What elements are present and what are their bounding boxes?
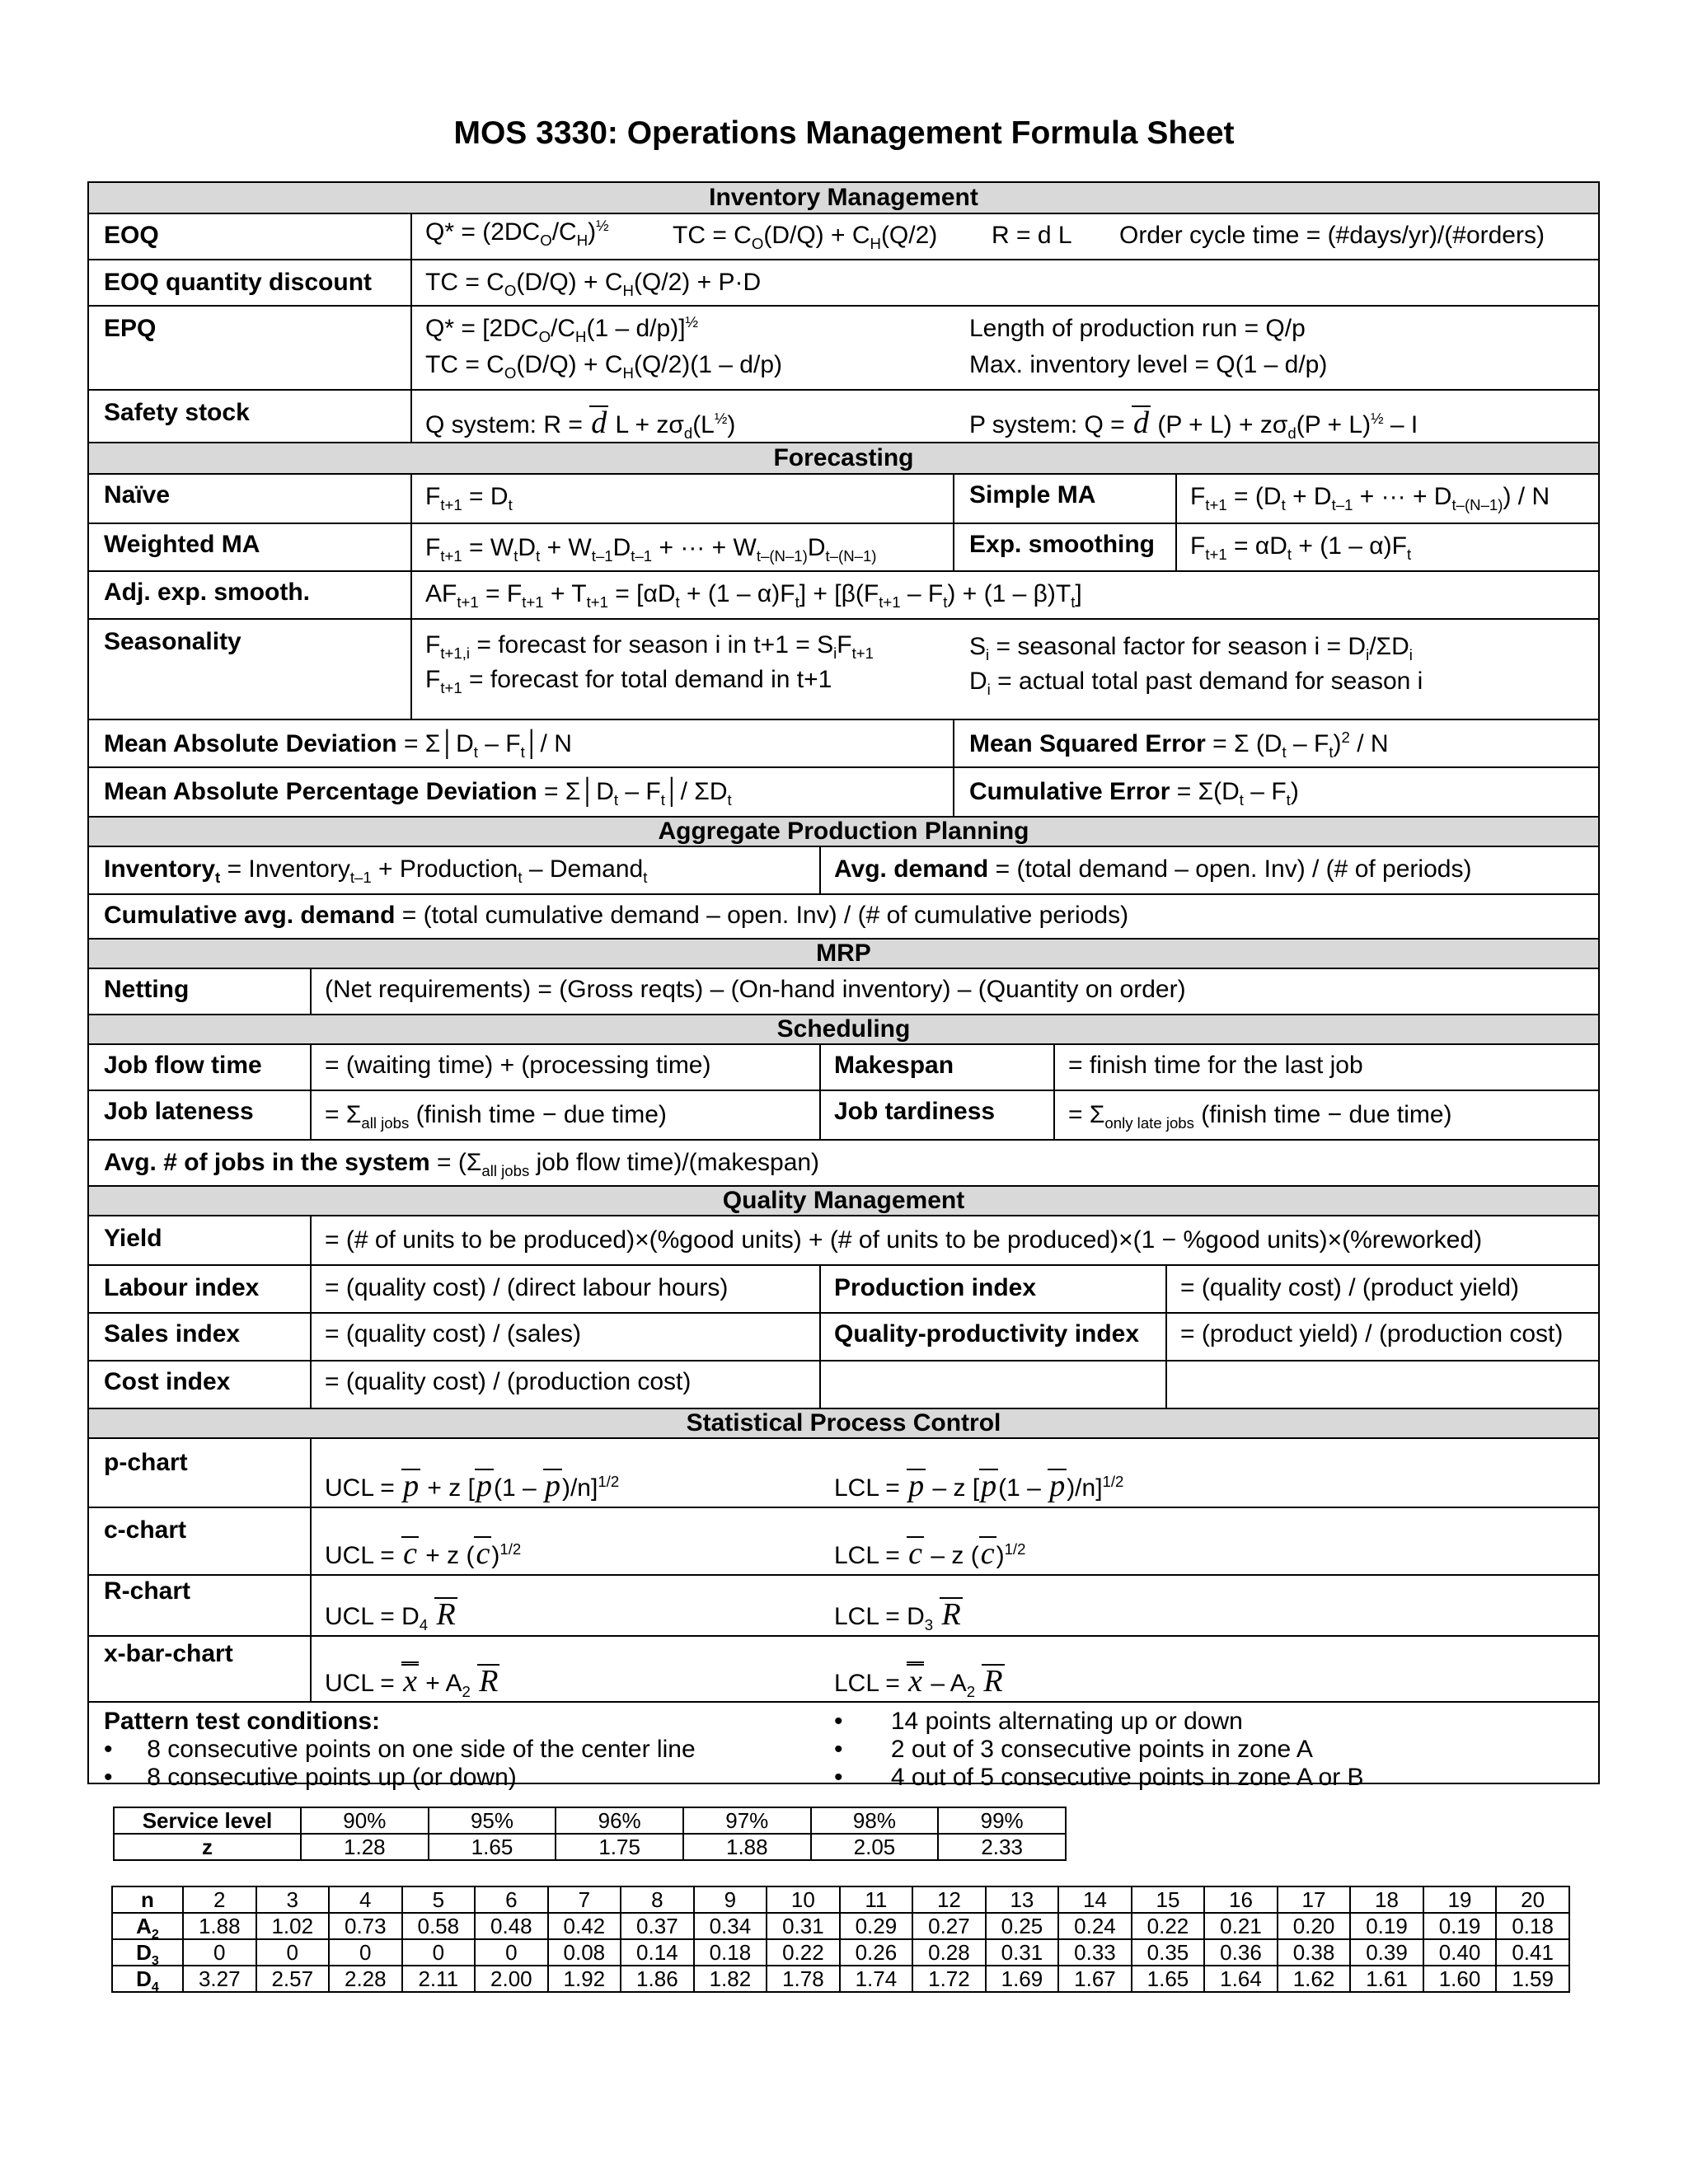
- table-cell: 0.35: [1132, 1939, 1205, 1966]
- formula-production: = (quality cost) / (product yield): [1180, 1274, 1519, 1301]
- table-cell: 12: [912, 1886, 986, 1913]
- table-cell: 1.88: [183, 1913, 256, 1939]
- label-pattern: Pattern test conditions:: [104, 1708, 381, 1735]
- table-cell: 0.48: [475, 1913, 548, 1939]
- formula-season-1: $F_{t+1,i}$ = forecast for season i in $t+1 = S_iF_{t+1}$: [425, 631, 874, 662]
- label-safety-stock: Safety stock: [104, 399, 250, 426]
- table-cell: 0.31: [986, 1939, 1059, 1966]
- table-cell: 0.19: [1350, 1913, 1423, 1939]
- table-cell: 3: [256, 1886, 330, 1913]
- table-cell: 1.92: [548, 1966, 621, 1992]
- label-mapd: Mean Absolute Percentage Deviation: [104, 778, 537, 805]
- table-cell: 0: [329, 1939, 402, 1966]
- divider: [310, 1043, 312, 1141]
- section-spc: Statistical Process Control: [89, 1408, 1598, 1439]
- formula-eoq-tc: TC = $C_O(D/Q) + C_H(Q/2)$: [673, 222, 938, 252]
- table-cell: 0.27: [912, 1913, 986, 1939]
- table-cell: 1.64: [1204, 1966, 1278, 1992]
- table-cell: 0.37: [621, 1913, 694, 1939]
- label-cost: Cost index: [104, 1368, 231, 1395]
- table-cell: 17: [1278, 1886, 1351, 1913]
- divider: [1175, 473, 1177, 570]
- row-line: [89, 305, 1598, 307]
- formula-mad: Mean Absolute Deviation = $\Sigma│D_t$ – $F_t│/$ N: [104, 730, 572, 761]
- table-cell: 0.24: [1058, 1913, 1132, 1939]
- formula-c-ucl: UCL = c + z $(c)^{1/2}$: [325, 1536, 522, 1571]
- season-d-text: actual total past demand for season i: [1019, 668, 1423, 695]
- formula-labour: = (quality cost) / (direct labour hours): [325, 1274, 729, 1301]
- label-c-chart: c-chart: [104, 1516, 187, 1544]
- table-cell: 98%: [811, 1807, 939, 1834]
- section-mrp: MRP: [89, 938, 1598, 969]
- formula-qp: = (product yield) / (production cost): [1180, 1320, 1564, 1347]
- formula-eoq-r: R = d L: [992, 222, 1072, 249]
- label-mse: Mean Squared Error: [969, 730, 1206, 757]
- formula-c-lcl: LCL = c – z $(c)^{1/2}$: [834, 1536, 1026, 1571]
- label-qp: Quality-productivity index: [834, 1320, 1140, 1347]
- table-cell: 0.22: [1132, 1913, 1205, 1939]
- table-cell: 14: [1058, 1886, 1132, 1913]
- formula-season-2: $F_{t+1}$ = forecast for total demand in t+1: [425, 666, 832, 696]
- label-xbar-chart: x-bar-chart: [104, 1640, 233, 1667]
- table-cell: 20: [1496, 1886, 1569, 1913]
- formula-weighted-ma: $F_{t+1} = W_tD_t + W_{t-1}D_{t-1}$ + ··· + $W_{t-(N-1)}D_{t-(N-1)}$: [425, 534, 877, 565]
- table-cell: 1.59: [1496, 1966, 1569, 1992]
- label-job-flow: Job flow time: [104, 1052, 262, 1079]
- table-cell: 18: [1350, 1886, 1423, 1913]
- divider: [1053, 1043, 1055, 1141]
- row-line: [89, 570, 1598, 572]
- row-label: Service level: [114, 1807, 301, 1834]
- table-cell: 0.40: [1423, 1939, 1497, 1966]
- formula-sheet: [87, 181, 1600, 1791]
- label-sales: Sales index: [104, 1320, 241, 1347]
- row-line: [89, 1090, 1598, 1091]
- table-cell: 1.78: [767, 1966, 840, 1992]
- label-job-tardiness: Job tardiness: [834, 1098, 996, 1125]
- section-forecasting: Forecasting: [89, 442, 1598, 475]
- row-label: $D_4$: [112, 1966, 183, 1992]
- divider: [310, 968, 312, 1015]
- table-cell: 96%: [556, 1807, 683, 1834]
- row-label: $A_2$: [112, 1913, 183, 1939]
- row-line: [89, 1507, 1598, 1508]
- table-cell: 1.74: [840, 1966, 913, 1992]
- row-line: [89, 259, 1598, 260]
- table-cell: 0.31: [767, 1913, 840, 1939]
- formula-epq-max: Max. inventory level = Q(1 – d/p): [969, 351, 1328, 378]
- pattern-right-1: • 2 out of 3 consecutive points in zone A: [834, 1736, 1313, 1763]
- formula-epq-tc: TC = $C_O(D/Q) + C_H(Q/2)(1 - d/p)$: [425, 351, 782, 382]
- label-weighted-ma: Weighted MA: [104, 531, 260, 558]
- formula-p-ucl: UCL = p + z [p(1 – p)/n]$^{1/2}$: [325, 1469, 620, 1503]
- table-cell: 1.69: [986, 1966, 1059, 1992]
- table-cell: 2.28: [329, 1966, 402, 1992]
- table-cell: 0.29: [840, 1913, 913, 1939]
- label-mad: Mean Absolute Deviation: [104, 730, 397, 757]
- formula-sales: = (quality cost) / (sales): [325, 1320, 581, 1347]
- table-cell: 0.34: [694, 1913, 767, 1939]
- row-line: [89, 1635, 1598, 1637]
- table-cell: 4: [329, 1886, 402, 1913]
- table-cell: 1.02: [256, 1913, 330, 1939]
- table-cell: 2.33: [938, 1834, 1066, 1860]
- table-cell: 5: [402, 1886, 476, 1913]
- divider: [410, 618, 412, 719]
- row-line: [89, 766, 1598, 768]
- formula-epq-run: Length of production run = Q/p: [969, 315, 1306, 342]
- formula-r-ucl: UCL = $D_4$ R: [325, 1597, 456, 1633]
- row-line: [89, 1360, 1598, 1361]
- label-makespan: Makespan: [834, 1052, 954, 1079]
- table-cell: 1.75: [556, 1834, 683, 1860]
- table-cell: 0.14: [621, 1939, 694, 1966]
- pattern-left-1: • 8 consecutive points up (or down): [104, 1764, 517, 1791]
- formula-avg-demand: [834, 855, 1471, 883]
- table-cell: 97%: [683, 1807, 811, 1834]
- label-simple-ma: Simple MA: [969, 481, 1096, 509]
- section-app: Aggregate Production Planning: [89, 816, 1598, 847]
- table-cell: 8: [621, 1886, 694, 1913]
- label-eoq-discount: EOQ quantity discount: [104, 269, 373, 296]
- table-row: [114, 1834, 1066, 1860]
- formula-cum-avg: [104, 902, 1128, 930]
- table-cell: 95%: [429, 1807, 556, 1834]
- constants-table: [111, 1886, 1570, 1993]
- table-cell: 7: [548, 1886, 621, 1913]
- table-cell: 16: [1204, 1886, 1278, 1913]
- table-cell: 0: [183, 1939, 256, 1966]
- formula-season-4: $D_i$ = actual total past demand for season i: [969, 668, 1423, 698]
- label-job-lateness: Job lateness: [104, 1098, 254, 1125]
- table-cell: 1.72: [912, 1966, 986, 1992]
- table-cell: 0.26: [840, 1939, 913, 1966]
- label-avg-demand: Avg. demand: [834, 855, 989, 883]
- formula-q-system: Q system: R = d $L + z\sigma_d(L^{\frac{1}{2}})$: [425, 405, 736, 442]
- label-yield: Yield: [104, 1225, 162, 1252]
- table-cell: 0: [402, 1939, 476, 1966]
- formula-p-system: P system: Q = d $(P + L) + z\sigma_d(P + L)^{\frac{1}{2}} - I$: [969, 405, 1418, 442]
- row-line: [89, 1574, 1598, 1576]
- formula-adj-exp: $AF_{t+1} = F_{t+1} + T_{t+1} = [\alpha D_t + (1 - \alpha)F_t] + [\beta(F_{t+1} - F_t) + (1 - \beta)T_t]$: [425, 580, 1082, 611]
- section-inventory: Inventory Management: [89, 183, 1598, 214]
- formula-naive: $F_{t+1} = D_t$: [425, 483, 513, 513]
- table-cell: 1.67: [1058, 1966, 1132, 1992]
- pattern-right-0: • 14 points alternating up or down: [834, 1708, 1243, 1735]
- table-cell: 1.62: [1278, 1966, 1351, 1992]
- row-line: [89, 1264, 1598, 1266]
- formula-makespan: = finish time for the last job: [1068, 1052, 1363, 1079]
- row-line: [89, 893, 1598, 895]
- row-line: [89, 719, 1598, 720]
- divider: [410, 213, 412, 623]
- label-naive: Naïve: [104, 481, 171, 509]
- formula-p-lcl: LCL = p – z [p(1 – p)/n]$^{1/2}$: [834, 1469, 1124, 1503]
- table-cell: 1.61: [1350, 1966, 1423, 1992]
- table-cell: 0.58: [402, 1913, 476, 1939]
- formula-exp-smoothing: $F_{t+1} = \alpha D_t + (1 - \alpha)F_t$: [1190, 532, 1412, 563]
- divider: [819, 1264, 821, 1409]
- formula-eoq-q: $Q* = (2DC_O/C_H)^{\frac{1}{2}}$: [425, 217, 609, 249]
- table-cell: 0.28: [912, 1939, 986, 1966]
- pattern-left-0: • 8 consecutive points on one side of the center line: [104, 1736, 696, 1763]
- formula-inventory: Inventory$_t$ = Inventory$_{t-1}$ + Production$_t$ – Demand$_t$: [104, 855, 648, 886]
- pattern-right-2: • 4 out of 5 consecutive points in zone A or B: [834, 1764, 1364, 1791]
- label-seasonality: Seasonality: [104, 628, 241, 655]
- table-cell: 2: [183, 1886, 256, 1913]
- table-cell: 1.65: [429, 1834, 556, 1860]
- row-line: [89, 1139, 1598, 1141]
- table-cell: 0.20: [1278, 1913, 1351, 1939]
- formula-epq-q: $Q* = [2DC_O/C_H(1 - d/p)]^{\frac{1}{2}}$: [425, 313, 699, 345]
- table-cell: 0.39: [1350, 1939, 1423, 1966]
- table-cell: 99%: [938, 1807, 1066, 1834]
- divider: [819, 846, 821, 893]
- table-cell: 0.36: [1204, 1939, 1278, 1966]
- label-epq: EPQ: [104, 315, 157, 342]
- label-production: Production index: [834, 1274, 1037, 1301]
- page-title: MOS 3330: Operations Management Formula Sheet: [453, 115, 1235, 151]
- table-cell: 6: [475, 1886, 548, 1913]
- row-label: $D_3$: [112, 1939, 183, 1966]
- label-avg-jobs: Avg. # of jobs in the system: [104, 1149, 430, 1176]
- formula-job-lateness: = $\Sigma_{all jobs}$ (finish time − due time): [325, 1101, 667, 1132]
- table-cell: 1.88: [683, 1834, 811, 1860]
- label-eoq: EOQ: [104, 222, 159, 249]
- text-cum-avg: = (total cumulative demand – open. Inv) / (# of cumulative periods): [401, 902, 1129, 929]
- label-netting: Netting: [104, 976, 190, 1003]
- label-p-chart: p-chart: [104, 1449, 188, 1476]
- table-cell: 9: [694, 1886, 767, 1913]
- section-scheduling: Scheduling: [89, 1014, 1598, 1045]
- table-cell: 19: [1423, 1886, 1497, 1913]
- table-cell: 1.28: [301, 1834, 429, 1860]
- row-label: z: [114, 1834, 301, 1860]
- label-exp-smoothing: Exp. smoothing: [969, 531, 1155, 558]
- table-row: [112, 1939, 1569, 1966]
- row-line: [89, 389, 1598, 391]
- row-line: [89, 1312, 1598, 1314]
- formula-netting: (Net requirements) = (Gross reqts) – (On-hand inventory) – (Quantity on order): [325, 976, 1186, 1003]
- formula-job-tardiness: = $\Sigma_{only late jobs}$ (finish time − due time): [1068, 1101, 1452, 1132]
- table-cell: 0: [475, 1939, 548, 1966]
- row-line: [89, 1701, 1598, 1703]
- table-cell: 0.33: [1058, 1939, 1132, 1966]
- table-cell: 0.42: [548, 1913, 621, 1939]
- formula-eoq-cycle: Order cycle time = (#days/yr)/(#orders): [1119, 222, 1545, 249]
- table-cell: 0.41: [1496, 1939, 1569, 1966]
- table-cell: 15: [1132, 1886, 1205, 1913]
- table-row: [112, 1966, 1569, 1992]
- divider: [1165, 1264, 1167, 1409]
- section-quality: Quality Management: [89, 1185, 1598, 1216]
- formula-job-flow: = (waiting time) + (processing time): [325, 1052, 711, 1079]
- formula-r-lcl: LCL = $D_3$ R: [834, 1597, 961, 1633]
- table-cell: 11: [840, 1886, 913, 1913]
- formula-mse: Mean Squared Error = Σ $(D_t - F_t)^2$ / N: [969, 729, 1389, 761]
- formula-season-3: $S_i$ = seasonal factor for season $i = D_i/\Sigma D_i$: [969, 633, 1413, 663]
- table-row: [114, 1807, 1066, 1834]
- service-level-table: [113, 1807, 1067, 1861]
- table-cell: 2.00: [475, 1966, 548, 1992]
- table-cell: 1.86: [621, 1966, 694, 1992]
- table-cell: 3.27: [183, 1966, 256, 1992]
- formula-avg-jobs: Avg. # of jobs in the system = ($\Sigma_{all jobs}$ job flow time)/(makespan): [104, 1149, 820, 1179]
- formula-xbar-ucl: UCL = $x + A_2$ R: [325, 1661, 499, 1698]
- table-cell: 0.25: [986, 1913, 1059, 1939]
- row-line: [89, 618, 1598, 620]
- divider: [310, 1437, 312, 1703]
- table-cell: 13: [986, 1886, 1059, 1913]
- divider: [953, 473, 954, 570]
- table-cell: 1.60: [1423, 1966, 1497, 1992]
- text-avg-demand: = (total demand – open. Inv) / (# of periods): [995, 855, 1472, 883]
- formula-eoq-discount: TC = $C_O(D/Q) + C_H(Q/2) + P\cdot D$: [425, 269, 762, 299]
- table-cell: 0.18: [1496, 1913, 1569, 1939]
- table-cell: 0.21: [1204, 1913, 1278, 1939]
- formula-simple-ma: $F_{t+1} = (D_t + D_{t-1}$ + ··· + $D_{t-(N-1)}$) / N: [1190, 483, 1550, 513]
- table-cell: 2.11: [402, 1966, 476, 1992]
- divider: [819, 1043, 821, 1141]
- table-cell: 0.19: [1423, 1913, 1497, 1939]
- table-cell: 0: [256, 1939, 330, 1966]
- table-cell: 0.18: [694, 1939, 767, 1966]
- label-ce: Cumulative Error: [969, 778, 1170, 805]
- label-r-chart: R-chart: [104, 1577, 191, 1605]
- label-labour: Labour index: [104, 1274, 260, 1301]
- table-cell: 2.57: [256, 1966, 330, 1992]
- table-cell: 90%: [301, 1807, 429, 1834]
- table-cell: 0.08: [548, 1939, 621, 1966]
- row-label: n: [112, 1886, 183, 1913]
- table-cell: 1.82: [694, 1966, 767, 1992]
- table-row: [112, 1886, 1569, 1913]
- table-cell: 0.73: [329, 1913, 402, 1939]
- label-cum-avg: Cumulative avg. demand: [104, 902, 396, 929]
- formula-yield: = (# of units to be produced)×(%good units) + (# of units to be produced)×(1 − %good units)×(%reworked): [325, 1226, 1483, 1254]
- formula-cost: = (quality cost) / (production cost): [325, 1368, 692, 1395]
- table-cell: 0.22: [767, 1939, 840, 1966]
- table-cell: 0.38: [1278, 1939, 1351, 1966]
- table-cell: 10: [767, 1886, 840, 1913]
- table-cell: 1.65: [1132, 1966, 1205, 1992]
- row-line: [89, 523, 1598, 524]
- label-adj-exp: Adj. exp. smooth.: [104, 579, 311, 606]
- formula-xbar-lcl: LCL = x – $A_2$ R: [834, 1661, 1005, 1698]
- table-row: [112, 1913, 1569, 1939]
- table-cell: 2.05: [811, 1834, 939, 1860]
- formula-mapd: Mean Absolute Percentage Deviation = $\Sigma│D_t$ – $F_t│/$ $\Sigma D_t$: [104, 778, 732, 808]
- formula-ce: Cumulative Error = $\Sigma(D_t - F_t)$: [969, 778, 1299, 808]
